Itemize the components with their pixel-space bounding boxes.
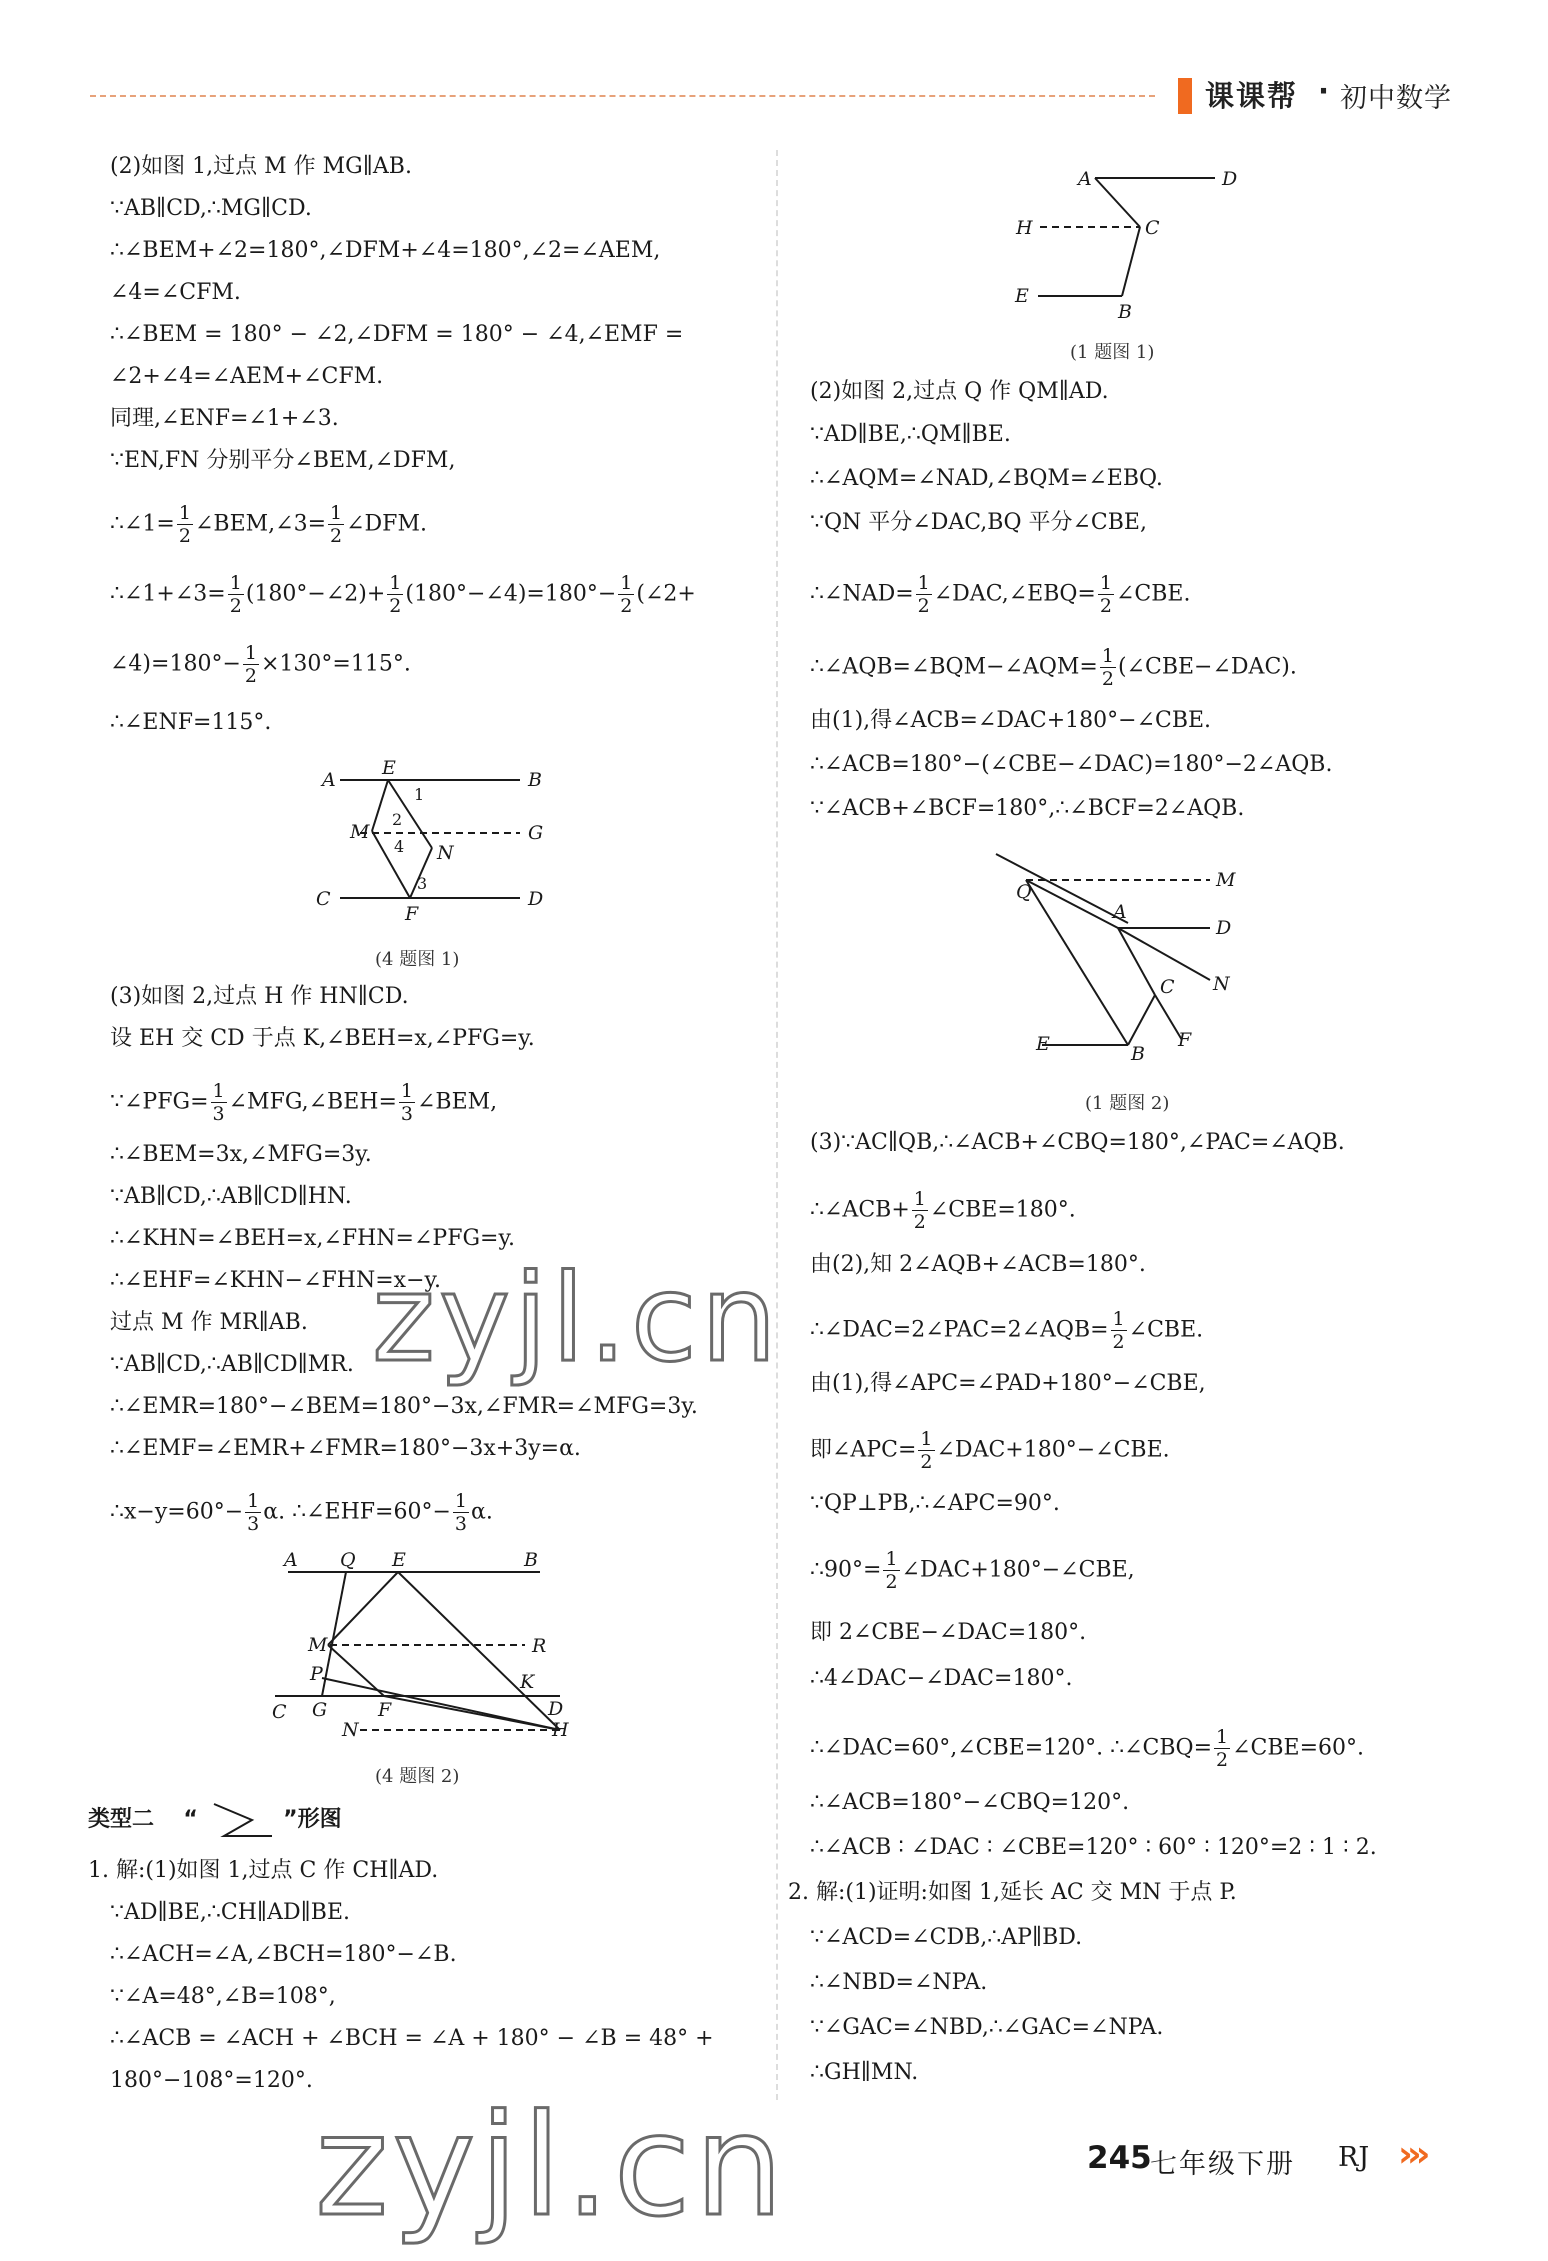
text-segment: ∴∠NAD= xyxy=(810,581,914,607)
text-line: ∴∠EMR=180°−∠BEM=180°−3x,∠FMR=∠MFG=3y. xyxy=(110,1394,698,1419)
segment-ac xyxy=(1095,178,1140,227)
label-a: A xyxy=(322,769,336,791)
text-line: ∵∠GAC=∠NBD,∴∠GAC=∠NPA. xyxy=(810,2015,1164,2040)
text-line: ∴∠ACB=180°−∠CBQ=120°. xyxy=(810,1790,1130,1815)
text-segment: ∠BEM,∠3= xyxy=(194,511,327,537)
label-c: C xyxy=(1160,976,1175,998)
text-line: ∵∠A=48°,∠B=108°, xyxy=(110,1984,336,2009)
text-line: 1. 解:(1)如图 1,过点 C 作 CH∥AD. xyxy=(88,1858,439,1883)
text-line: 同理,∠ENF=∠1+∠3. xyxy=(110,406,339,431)
label-a: A xyxy=(1113,901,1127,923)
text-segment: (∠2+ xyxy=(636,581,696,607)
label-f: F xyxy=(1178,1029,1192,1051)
text-line: 2. 解:(1)证明:如图 1,延长 AC 交 MN 于点 P. xyxy=(788,1880,1237,1905)
header-dashed-rule xyxy=(90,95,1155,97)
angle-label-1: 1 xyxy=(414,785,425,804)
label-a: A xyxy=(284,1549,298,1571)
label-m: M xyxy=(308,1634,328,1656)
text-line: 由(1),得∠APC=∠PAD+180°−∠CBE, xyxy=(810,1371,1206,1396)
fraction-half: $\frac{1}{2}$ xyxy=(178,502,191,547)
label-p: P xyxy=(310,1663,323,1685)
label-c: C xyxy=(316,888,331,910)
text-line: ∴∠ACB = ∠ACH + ∠BCH = ∠A + 180° − ∠B = 48° + xyxy=(110,2026,714,2051)
label-d: D xyxy=(1222,168,1238,190)
segment-cb xyxy=(1122,227,1140,296)
fraction-half: $\frac{1}{2}$ xyxy=(885,1548,898,1593)
fraction-line xyxy=(110,502,427,547)
text-line: ∵∠ACB+∠BCF=180°,∴∠BCF=2∠AQB. xyxy=(810,796,1245,821)
text-line: ∴∠ENF=115°. xyxy=(110,710,272,735)
brand-subtitle: 初中数学 xyxy=(1340,83,1452,114)
text-segment: ∠MFG,∠BEH= xyxy=(228,1089,397,1115)
segment-fh xyxy=(384,1696,560,1730)
fraction-half: $\frac{1}{2}$ xyxy=(620,572,633,617)
text-line: ∵AD∥BE,∴CH∥AD∥BE. xyxy=(110,1900,350,1925)
label-r: R xyxy=(532,1635,547,1657)
edition-label: RJ xyxy=(1338,2142,1370,2173)
fraction-line xyxy=(810,572,1190,617)
angle-label-2: 2 xyxy=(392,810,403,829)
label-b: B xyxy=(1118,301,1132,323)
label-n: N xyxy=(342,1719,359,1741)
fraction-half: $\frac{1}{2}$ xyxy=(1101,645,1114,690)
fraction-line xyxy=(810,1726,1364,1771)
fraction-line xyxy=(110,1490,493,1535)
label-m: M xyxy=(1216,869,1236,891)
text-segment: ∴∠1= xyxy=(110,511,175,537)
segment-em xyxy=(372,780,388,831)
text-segment: ∠DFM. xyxy=(346,511,427,537)
figure-1-2 xyxy=(980,840,1250,1070)
label-a: A xyxy=(1078,168,1092,190)
text-line: ∵AB∥CD,∴AB∥CD∥HN. xyxy=(110,1184,352,1209)
column-divider xyxy=(776,150,778,2100)
page-number: 245 xyxy=(1087,2140,1152,2176)
text-segment: ∠CBE. xyxy=(1128,1317,1204,1343)
label-e: E xyxy=(1036,1033,1050,1055)
label-e: E xyxy=(1015,285,1029,307)
text-line: ∵AB∥CD,∴MG∥CD. xyxy=(110,196,312,221)
label-f: F xyxy=(405,903,419,925)
text-segment: ∠DAC+180°−∠CBE, xyxy=(901,1557,1135,1583)
label-d: D xyxy=(528,888,544,910)
label-k: K xyxy=(520,1671,535,1693)
label-m: M xyxy=(350,821,370,843)
label-b: B xyxy=(528,769,542,791)
text-segment: ∴∠1+∠3= xyxy=(110,581,226,607)
figure-4-2 xyxy=(270,1550,590,1750)
text-segment: ∴∠AQB=∠BQM−∠AQM= xyxy=(810,654,1098,680)
watermark: zyjl.cn xyxy=(315,2085,788,2248)
figure-caption: (1 题图 1) xyxy=(1070,342,1155,363)
text-line: ∵∠ACD=∠CDB,∴AP∥BD. xyxy=(810,1925,1083,1950)
segment-mf xyxy=(372,831,410,898)
text-line: ∵QP⊥PB,∴∠APC=90°. xyxy=(810,1491,1060,1516)
fraction-half: $\frac{1}{2}$ xyxy=(1099,572,1112,617)
label-q: Q xyxy=(1016,881,1032,903)
text-line: ∴∠BEM=3x,∠MFG=3y. xyxy=(110,1142,372,1167)
grade-label: 七年级下册 xyxy=(1150,2149,1295,2180)
fraction-third: $\frac{1}{3}$ xyxy=(454,1490,467,1535)
brand-separator: · xyxy=(1318,74,1330,108)
fraction-third: $\frac{1}{3}$ xyxy=(212,1080,225,1125)
text-segment: ∠BEM, xyxy=(417,1089,498,1115)
text-segment: ∴∠DAC=60°,∠CBE=120°. ∴∠CBQ= xyxy=(810,1735,1213,1761)
fraction-line xyxy=(810,1548,1135,1593)
text-segment: α. xyxy=(470,1499,493,1525)
fraction-line xyxy=(110,1080,497,1125)
text-segment: ∴∠ACB+ xyxy=(810,1197,910,1223)
fraction-line xyxy=(810,645,1297,690)
label-c: C xyxy=(1145,217,1160,239)
fraction-half: $\frac{1}{2}$ xyxy=(229,572,242,617)
section-label: 类型二 xyxy=(88,1807,155,1832)
fraction-third: $\frac{1}{3}$ xyxy=(400,1080,413,1125)
text-segment: ∠DAC,∠EBQ= xyxy=(933,581,1096,607)
label-d: D xyxy=(1216,917,1232,939)
text-segment: 即∠APC= xyxy=(810,1437,917,1463)
text-line: ∵AB∥CD,∴AB∥CD∥MR. xyxy=(110,1352,354,1377)
text-line: 即 2∠CBE−∠DAC=180°. xyxy=(810,1620,1087,1645)
text-line: (2)如图 2,过点 Q 作 QM∥AD. xyxy=(810,379,1109,404)
text-segment: ∴90°= xyxy=(810,1557,882,1583)
text-line: ∴∠ACB=180°−(∠CBE−∠DAC)=180°−2∠AQB. xyxy=(810,752,1333,777)
text-line: ∵QN 平分∠DAC,BQ 平分∠CBE, xyxy=(810,510,1147,535)
text-line: ∴∠ACH=∠A,∠BCH=180°−∠B. xyxy=(110,1942,457,1967)
label-h: H xyxy=(1016,217,1033,239)
watermark: zyjl.cn xyxy=(372,1250,781,1389)
fraction-half: $\frac{1}{2}$ xyxy=(244,642,257,687)
text-line: ∴∠BEM = 180° − ∠2,∠DFM = 180° − ∠4,∠EMF = xyxy=(110,322,684,347)
fraction-line xyxy=(810,1428,1170,1473)
segment-cb xyxy=(1128,995,1155,1045)
figure-caption: (4 题图 2) xyxy=(375,1766,460,1787)
label-g: G xyxy=(528,822,544,844)
figure-caption: (1 题图 2) xyxy=(1085,1093,1170,1114)
angle-label-3: 3 xyxy=(417,874,428,893)
text-segment: ×130°=115°. xyxy=(260,651,411,677)
fraction-half: $\frac{1}{2}$ xyxy=(1112,1308,1125,1353)
text-segment: α. ∴∠EHF=60°− xyxy=(263,1499,451,1525)
text-line: ∴∠EHF=∠KHN−∠FHN=x−y. xyxy=(110,1268,442,1293)
text-line: ∴4∠DAC−∠DAC=180°. xyxy=(810,1666,1073,1691)
figure-caption: (4 题图 1) xyxy=(375,949,460,970)
label-h: H xyxy=(552,1719,569,1741)
text-line: ∴GH∥MN. xyxy=(810,2060,919,2085)
next-arrows-icon: ››› xyxy=(1398,2134,1425,2175)
text-line: ∴∠BEM+∠2=180°,∠DFM+∠4=180°,∠2=∠AEM, xyxy=(110,238,661,263)
text-segment: ∵∠PFG= xyxy=(110,1089,209,1115)
figure-1-1 xyxy=(1010,160,1250,323)
text-segment: (∠CBE−∠DAC). xyxy=(1117,654,1297,680)
fraction-half: $\frac{1}{2}$ xyxy=(920,1428,933,1473)
text-line: ∵EN,FN 分别平分∠BEM,∠DFM, xyxy=(110,448,456,473)
text-segment: (180°−∠4)=180°− xyxy=(405,581,617,607)
fraction-line xyxy=(110,642,411,687)
figure-4-1 xyxy=(310,755,560,930)
text-line: ∴∠KHN=∠BEH=x,∠FHN=∠PFG=y. xyxy=(110,1226,515,1251)
text-line: (3)如图 2,过点 H 作 HN∥CD. xyxy=(110,984,409,1009)
text-segment: ∠4)=180°− xyxy=(110,651,241,677)
quote-close: ”形图 xyxy=(283,1807,342,1832)
angle-label-4: 4 xyxy=(394,837,405,856)
fraction-line xyxy=(110,572,696,617)
text-line: ∴∠ACB ∶ ∠DAC ∶ ∠CBE=120° ∶ 60° ∶ 120°=2 ∶ 1 ∶ 2. xyxy=(810,1835,1377,1860)
section-heading xyxy=(88,1802,342,1838)
text-line: (2)如图 1,过点 M 作 MG∥AB. xyxy=(110,154,412,179)
text-line: ∴∠NBD=∠NPA. xyxy=(810,1970,988,1995)
label-d: D xyxy=(548,1698,564,1720)
text-segment: ∠DAC+180°−∠CBE. xyxy=(936,1437,1170,1463)
text-segment: (180°−∠2)+ xyxy=(245,581,386,607)
fraction-half: $\frac{1}{2}$ xyxy=(913,1188,926,1233)
text-line: ∵AD∥BE,∴QM∥BE. xyxy=(810,422,1011,447)
label-g: G xyxy=(312,1699,328,1721)
label-b: B xyxy=(1131,1043,1145,1065)
fraction-line xyxy=(810,1308,1203,1353)
text-line: ∠2+∠4=∠AEM+∠CFM. xyxy=(110,364,384,389)
header-accent-bar xyxy=(1178,78,1192,114)
brand-name: 课课帮 xyxy=(1205,79,1299,113)
label-n: N xyxy=(437,842,454,864)
shape-glyph xyxy=(206,1802,276,1838)
label-q: Q xyxy=(340,1549,356,1571)
text-line: 由(1),得∠ACB=∠DAC+180°−∠CBE. xyxy=(810,708,1212,733)
text-line: 过点 M 作 MR∥AB. xyxy=(110,1310,308,1335)
label-f: F xyxy=(378,1699,392,1721)
text-segment: ∠CBE=60°. xyxy=(1232,1735,1365,1761)
fraction-half: $\frac{1}{2}$ xyxy=(389,572,402,617)
label-e: E xyxy=(392,1549,406,1571)
text-segment: ∴∠DAC=2∠PAC=2∠AQB= xyxy=(810,1317,1109,1343)
label-c: C xyxy=(272,1701,287,1723)
text-line: 由(2),知 2∠AQB+∠ACB=180°. xyxy=(810,1252,1146,1277)
label-b: B xyxy=(524,1549,538,1571)
fraction-half: $\frac{1}{2}$ xyxy=(917,572,930,617)
text-line: 设 EH 交 CD 于点 K,∠BEH=x,∠PFG=y. xyxy=(110,1026,535,1051)
quote-open: “ xyxy=(183,1807,198,1832)
text-segment: ∠CBE=180°. xyxy=(929,1197,1076,1223)
text-segment: ∴x−y=60°− xyxy=(110,1499,244,1525)
fraction-third: $\frac{1}{3}$ xyxy=(247,1490,260,1535)
text-segment: ∠CBE. xyxy=(1115,581,1191,607)
text-line: ∴∠EMF=∠EMR+∠FMR=180°−3x+3y=α. xyxy=(110,1436,581,1461)
fraction-half: $\frac{1}{2}$ xyxy=(1216,1726,1229,1771)
text-line: ∴∠AQM=∠NAD,∠BQM=∠EBQ. xyxy=(810,466,1163,491)
fraction-half: $\frac{1}{2}$ xyxy=(330,502,343,547)
label-n: N xyxy=(1213,973,1230,995)
segment-mf xyxy=(328,1645,384,1696)
text-line: 180°−108°=120°. xyxy=(110,2068,313,2093)
label-e: E xyxy=(382,757,396,779)
text-line: ∠4=∠CFM. xyxy=(110,280,241,305)
fraction-line xyxy=(810,1188,1076,1233)
text-line: (3)∵AC∥QB,∴∠ACB+∠CBQ=180°,∠PAC=∠AQB. xyxy=(810,1130,1345,1155)
